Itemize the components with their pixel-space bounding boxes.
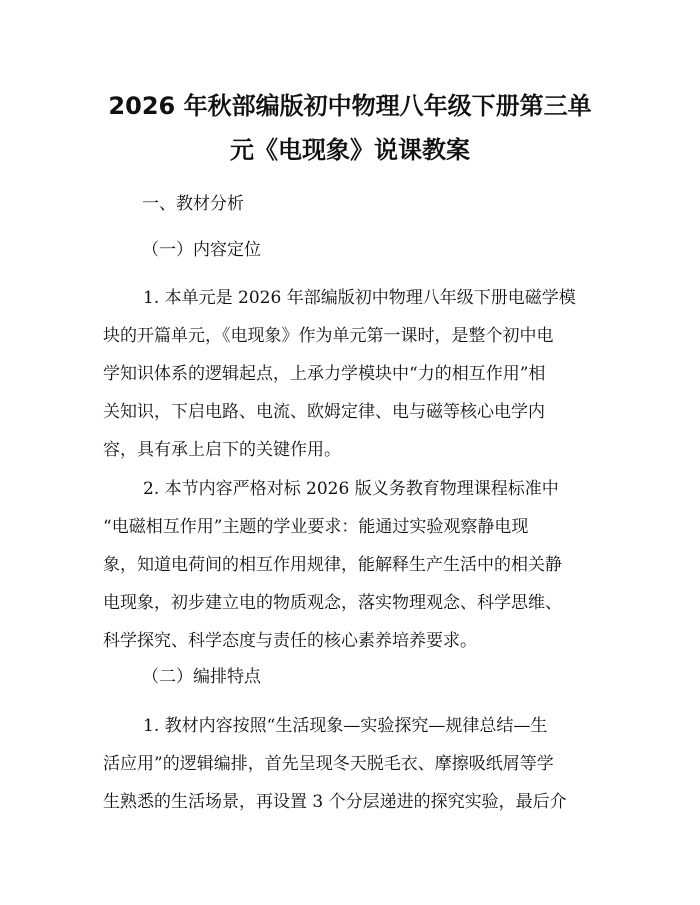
document-title-line-2: 元《电现象》说课教案: [230, 136, 470, 164]
subsection-heading-arrangement-features: （二）编排特点: [142, 667, 261, 687]
paragraph-line: 生熟悉的生活场景，再设置 3 个分层递进的探究实验，最后介: [103, 792, 567, 812]
subsection-heading-content-position: （一）内容定位: [142, 240, 261, 260]
paragraph-line: 1. 本单元是 2026 年部编版初中物理八年级下册电磁学模: [143, 288, 576, 308]
paragraph-line: “电磁相互作用”主题的学业要求：能通过实验观察静电现: [103, 517, 529, 537]
paragraph-line: 1. 教材内容按照“生活现象—实验探究—规律总结—生: [143, 716, 548, 736]
paragraph-line: 科学探究、科学态度与责任的核心素养培养要求。: [103, 631, 477, 651]
paragraph-line: 关知识，下启电路、电流、欧姆定律、电与磁等核心电学内: [103, 402, 545, 422]
paragraph-line: 2. 本节内容严格对标 2026 版义务教育物理课程标准中: [143, 479, 559, 499]
paragraph-line: 活应用”的逻辑编排，首先呈现冬天脱毛衣、摩擦吸纸屑等学: [103, 754, 554, 774]
paragraph-line: 学知识体系的逻辑起点，上承力学模块中“力的相互作用”相: [103, 364, 546, 384]
paragraph-arrangement-1: [103, 707, 613, 821]
paragraph-line: 块的开篇单元，《电现象》作为单元第一课时，是整个初中电: [103, 326, 554, 346]
section-heading-textbook-analysis: 一、教材分析: [142, 194, 244, 214]
paragraph-line: 电现象，初步建立电的物质观念，落实物理观念、科学思维、: [103, 593, 562, 613]
paragraph-content-position-1: [103, 279, 613, 469]
paragraph-content-position-2: [103, 470, 613, 660]
document-title-line-1: 2026 年秋部编版初中物理八年级下册第三单: [108, 92, 592, 120]
paragraph-line: 象，知道电荷间的相互作用规律，能解释生产生活中的相关静: [103, 555, 562, 575]
paragraph-line: 容，具有承上启下的关键作用。: [103, 440, 341, 460]
